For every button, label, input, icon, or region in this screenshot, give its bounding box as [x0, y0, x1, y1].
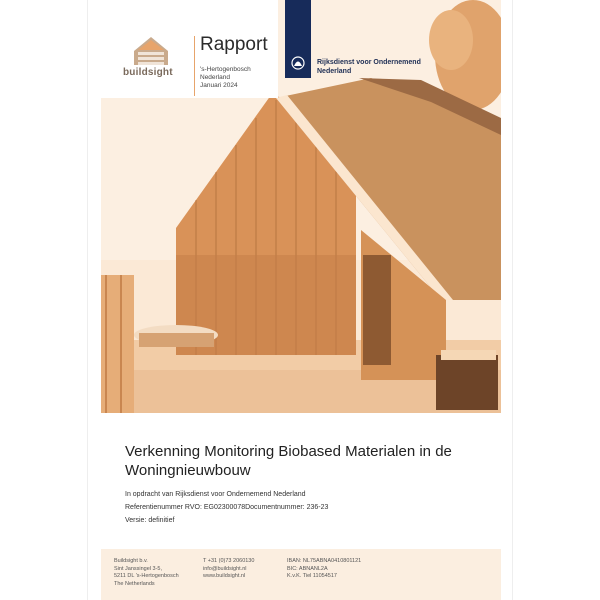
crest-icon — [290, 55, 306, 71]
buildsight-logo-icon — [134, 37, 168, 65]
header-card — [101, 0, 278, 98]
footer — [101, 549, 501, 600]
footer-company: Buildsight b.v. — [114, 558, 148, 564]
commissioned-by: In opdracht van Rijksdienst voor Ondernemend Nederland — [125, 491, 306, 498]
reference-number: Referentienummer RVO: EG02300078Documentnummer: 236-23 — [125, 504, 329, 511]
footer-bic: BIC: ABNANL2A — [287, 565, 328, 572]
report-title: Rapport — [200, 34, 268, 55]
version: Versie: definitief — [125, 517, 175, 524]
footer-website[interactable]: www.buildsight.nl — [203, 573, 246, 579]
report-cover — [88, 0, 512, 600]
footer-city: 5211 DL 's-Hertogenbosch — [114, 573, 179, 579]
government-line-1: Rijksdienst voor Ondernemend — [317, 59, 421, 66]
header-divider — [194, 36, 195, 96]
government-line-2: Nederland — [317, 68, 352, 75]
footer-country: The Netherlands — [114, 580, 155, 587]
government-label — [317, 58, 421, 76]
footer-bank — [287, 558, 361, 581]
footer-street: Sint Janssingel 3-5, — [114, 565, 162, 572]
brand-name: buildsight — [123, 67, 173, 78]
footer-phone: T +31 (0)73 2060130 — [203, 558, 255, 564]
footer-address — [114, 558, 179, 588]
government-ribbon — [285, 0, 311, 78]
document-title: Verkenning Monitoring Biobased Materialen in de Woningnieuwbouw — [125, 443, 452, 479]
footer-email[interactable]: info@buildsight.nl — [203, 565, 247, 572]
report-meta — [200, 66, 251, 90]
footer-iban: IBAN: NL75ABNA0410801121 — [287, 558, 362, 564]
meta-city: 's-Hertogenbosch — [200, 66, 251, 73]
meta-date: Januari 2024 — [200, 82, 238, 89]
meta-country: Nederland — [200, 74, 230, 81]
footer-contact — [203, 558, 254, 581]
footer-kvk: K.v.K. Tiel 11054517 — [287, 573, 337, 579]
